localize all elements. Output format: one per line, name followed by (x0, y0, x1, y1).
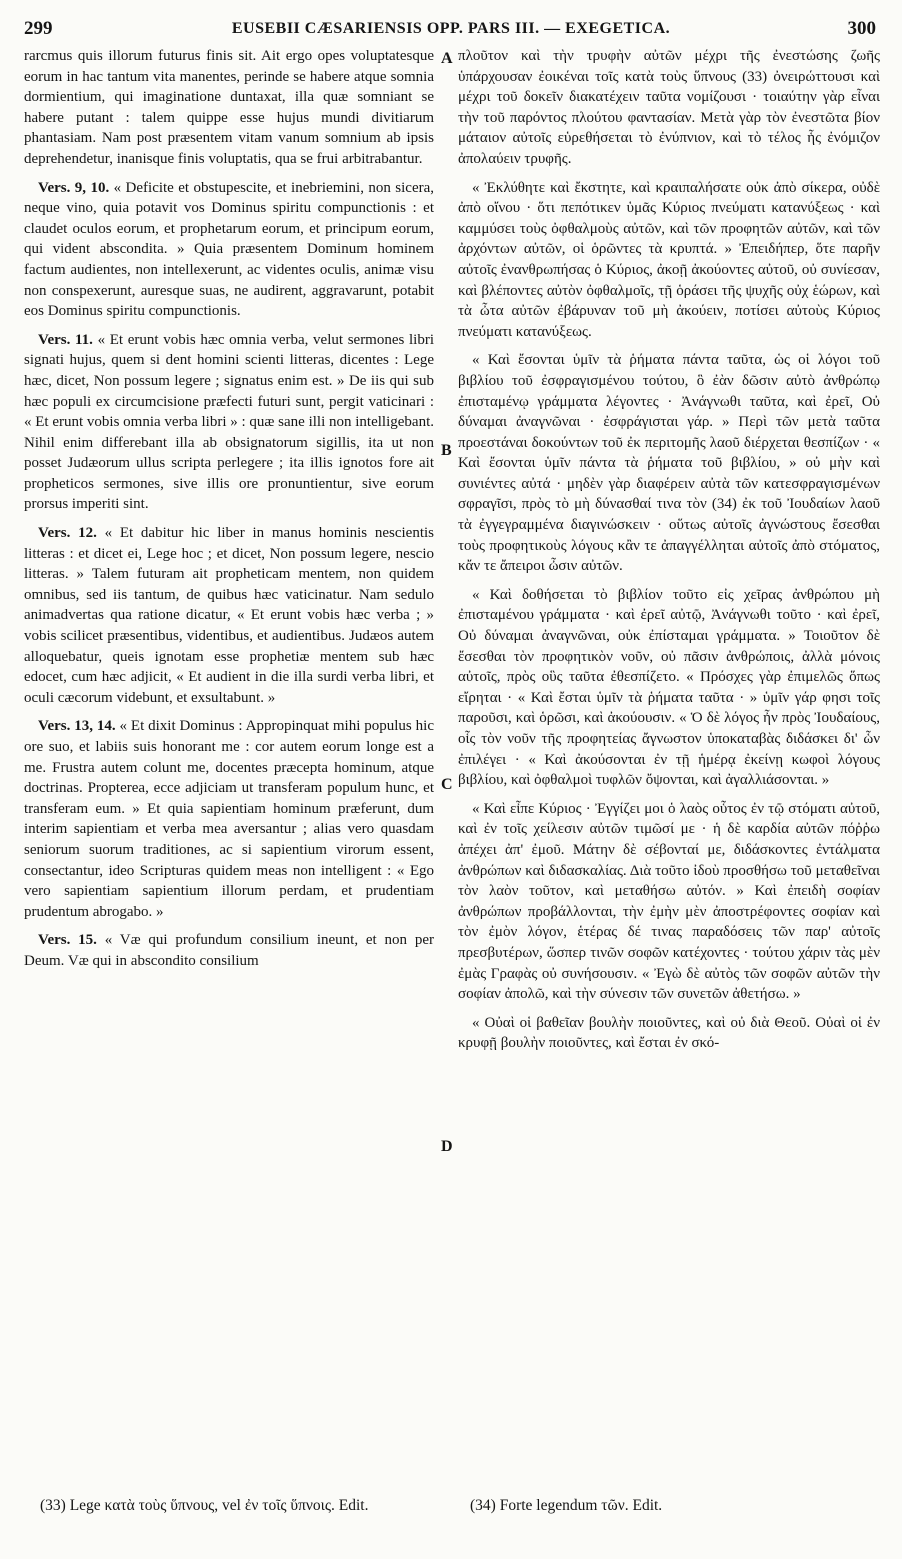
greek-paragraph: « Οὐαὶ οἱ βαθεῖαν βουλὴν ποιοῦντες, καὶ οὐ διὰ Θεοῦ. Οὐαὶ οἱ ἐν κρυφῇ βουλὴν ποιοῦντες, καὶ ἔσται ἐν σκό- (458, 1014, 880, 1052)
latin-paragraph (24, 523, 434, 708)
margin-letter-c: C (441, 776, 453, 793)
footnote-right: (34) Forte legendum τῶν. Edit. (470, 1497, 663, 1514)
latin-paragraph (24, 46, 434, 170)
latin-text: « Et dabitur hic liber in manus hominis nescientis litteras : et dicet ei, Lege hoc ; et dicet, Non possum legere, nescio litteras. » Talem futuram ait propheticam mentem, non quidem omnibus, sed iis tantum, de quibus hæc vaticinatur. Nam sedulo animadvertas qua ratione dicatur, « Et erunt vobis hæc verba ; » vobis scilicet præsentibus, videntibus, et audientibus. Judæos autem alloquebatur, queis ignotam esse prophetiæ mentem sub hæc edocet, cum hæc adjicit, « Et audient in die illa surdi verba libri, et oculi cæcorum videbunt, et exsultabunt. » (24, 525, 434, 706)
page-number-left: 299 (24, 18, 53, 39)
latin-text: « Et erunt vobis hæc omnia verba, velut sermones libri signati hujus, quem si dent homini scienti litteras, dicentes : Lege hæc, dicet, Non possum legere ; signatus enim est. » De iis qui sub hæc populi ex circumcisione præfecti futuri sunt, pergit vaticinari : « Et erunt vobis omnia verba libri » : quæ sane illi non intelligebant. Nihil enim differebant illa ab obsignatorum sigillis, ita ut non posset Judæorum ullus scripta perlegere ; ita illis ignotos fore ait propheticos sermones, sive illis ore pronuntientur, sive eorum prorsus imperiti sint. (24, 331, 434, 513)
latin-text: « Væ qui profundum consilium ineunt, et non per Deum. Væ qui in abscondito consilium (24, 932, 434, 969)
latin-text: « Et dixit Dominus : Appropinquat mihi populus hic ore suo, et labiis suis honorant me : cor autem eorum longe est a me. Frustra autem colunt me, docentes præcepta hominum, atque doctrinas. Propterea, ecce adjiciam ut transferam populum hunc, et transferam eum. » Et quia sapientiam hominum præferunt, dum interim sapientiam et verba mea aversantur ; alias vero quasdam seniorum suorum traditiones, ac si sapientium virorum essent, consectantur, ideo Scripturas quidem meas non intelligent : « Ego vero sapientiam sapientium illorum perdam, et prudentiam prudentum abrogabo. » (24, 718, 434, 920)
verse-label: Vers. 15. (38, 932, 97, 949)
verse-label: Vers. 9, 10. (38, 179, 110, 196)
latin-paragraph (24, 930, 434, 971)
running-title: EUSEBII CÆSARIENSIS OPP. PARS III. — EXEGETICA. (231, 20, 671, 37)
verse-label: Vers. 13, 14. (38, 718, 116, 735)
greek-paragraph: « Ἐκλύθητε καὶ ἔκστητε, καὶ κραιπαλήσατε οὐκ ἀπὸ σίκερα, οὐδὲ ἀπὸ οἴνου · ὅτι πεπότικεν ὑμᾶς Κύριος πνεύματι κατανύξεως · καὶ καμμύσει τοὺς ὀφθαλμοὺς αὐτῶν, καὶ τῶν προφητῶν αὐτῶν, καὶ τῶν ἀρχόντων αὐτῶν, οἱ ὁρῶντες τὰ κρυπτά. » Ἐπειδήπερ, ὅτε παρῆν αὐτοῖς ἐνανθρωπήσας ὁ Κύριος, ἀκοῇ ἀκούοντες αὐτοῦ, οὐ συνίεσαν, καὶ βλέποντες αὐτὸν ὀφθαλμοῖς, τῇ ὁράσει τῆς ψυχῆς οὐχ ἑώρων, καὶ τὰ ὦτα αὐτῶν ἐβάρυναν τοῦ μὴ ἀκούειν, ποτίσει αὐτοὺς Κύριος πνεύματι κατανύξεως. (458, 179, 880, 340)
greek-paragraph: « Καὶ ἔσονται ὑμῖν τὰ ῥήματα πάντα ταῦτα, ὡς οἱ λόγοι τοῦ βιβλίου τοῦ ἐσφραγισμένου τούτου, ὃ ἐὰν δῶσιν αὐτὸ ἀνθρώπῳ ἐπισταμένῳ γράμματα λέγοντες · Ἀνάγνωθι ταῦτα, καὶ ἐρεῖ, Οὐ δύναμαι ἀναγνῶναι · ἐσφράγισται γάρ. » Περὶ τῶν μετὰ ταῦτα προεστάναι δοκούντων τοῦ ἐκ περιτομῆς λαοῦ διέρχεται θεσπίζων · « Καὶ ἔσονται ὑμῖν πάντα τὰ ῥήματα τοῦ βιβλίου, » οὐ μὴν καὶ συνιέντες αὐτά · μηδὲν γὰρ διαφέρειν αὐτὰ τῶν κατεσφραγισμένων σφραγῖσι, πρὸς τὸ μὴ δύνασθαί τινα τὸν (34) ἐκ τοῦ Ἰουδαίων λαοῦ τὰ ἐγγεγραμμένα διαγινώσκειν · οὕτως αὐτοῖς ἀγνώστους ἔσεσθαι τοὺς προφητικοὺς λόγους κἂν τε ἀπαγγέλληται αὐτοῖς ἀπὸ στόματος, κἄν τε ἄπειροι ὦσιν αὐτῶν. (458, 352, 880, 575)
verse-label: Vers. 11. (38, 331, 93, 348)
greek-paragraph: πλοῦτον καὶ τὴν τρυφὴν αὐτῶν μέχρι τῆς ἐνεστώσης ζωῆς ὑπάρχουσαν ἐοικέναι τοῖς κατὰ τοὺς ὕπνους (33) ὀνειρώττουσι καὶ μέχρι τοῦ δοκεῖν διακατέχειν ταῦτα νομίζουσι · τοιαύτην γὰρ εἶναι τὴν τοῦ παρόντος πλούτου φαντασίαν. Μετὰ γὰρ τὸν ἐνεστῶτα βίον μάταιον αὐτοῖς εὑρεθήσεται τὸ ἐνύπνιον, καὶ τὸ τέλος ἧς ἐνόμιζον ἀπολαύειν τρυφῆς. (458, 48, 880, 167)
latin-column (24, 46, 434, 1485)
latin-paragraph (24, 716, 434, 922)
latin-paragraph (24, 330, 434, 515)
greek-column (458, 46, 880, 1485)
latin-text: « Deficite et obstupescite, et inebriemini, non sicera, neque vino, quia potavit vos Dominus spiritu compunctionis : et claudet oculos eorum, et prophetarum eorum, et principum eorum, qui vident abscondita. » Quia præsentem Dominum hominem factum audientes, non intellexerunt, ac videntes oculis, animæ visu non conspexerunt, auresque suas, ne audirent, aggravarunt, potabit eos Dominus spiritu compunctionis. (24, 179, 434, 320)
footnote-left: (33) Lege κατὰ τοὺς ὕπνους, vel ἐν τοῖς ὕπνοις. Edit. (40, 1497, 369, 1514)
page-number-right: 300 (847, 18, 876, 39)
verse-label: Vers. 12. (38, 525, 97, 542)
latin-text: rarcmus quis illorum futurus finis sit. Ait ergo opes voluptatesque eorum in hac tantum vita manentes, perinde se habere atque somnia dormientium, qui imaginatione duntaxat, illa quæ somniant se habere putant : talem quippe esse hujus mundi divitiarum phantasiam. Nam post præsentem vitam vanum somnium ab ipsis deprehendetur, inanisque finis voluptatis, qua se frui arbitrabantur. (24, 48, 434, 167)
margin-letter-a: A (441, 50, 453, 67)
latin-paragraph (24, 178, 434, 322)
greek-paragraph: « Καὶ δοθήσεται τὸ βιβλίον τοῦτο εἰς χεῖρας ἀνθρώπου μὴ ἐπισταμένου γράμματα · καὶ ἐρεῖ αὐτῷ, Ἀνάγνωθι τοῦτο · καὶ ἐρεῖ, Οὐ δύναμαι ἀναγνῶναι, οὐκ ἐπίσταμαι γράμματα. » Τοιοῦτον δὲ ἔσεσθαι τὸν προφητικὸν νοῦν, οὐ πᾶσιν ἀνθρώποις, ἀλλὰ μόνοις αὐτοῖς, πρὸς οὓς ταῦτα ἐθεσπίζετο. « Πρόσχες γὰρ ἐπιμελῶς ὅπως εἴρηται · « Καὶ ἔσται ὑμῖν τὰ ῥήματα ταῦτα · » ὑμῖν γάρ φησι τοῖς παροῦσι, καὶ ὁρῶσι, καὶ ἀκούουσιν. « Ὁ δὲ λόγος ἦν πρὸς Ἰουδαίους, οἷς τὸν νοῦν τῆς προφητείας ἄγνωστον ὑποκαταβὰς διδάσκει δι' ὧν ἐπιλέγει · « Καὶ ἀκούσονται ἐν τῇ ἡμέρᾳ ἐκείνῃ κωφοὶ λόγους βιβλίου, καὶ ὀφθαλμοὶ τυφλῶν ὄψονται, καὶ ἀγαλλιάσονται. » (458, 586, 880, 789)
margin-letter-b: B (441, 442, 452, 459)
greek-paragraph: « Καὶ εἶπε Κύριος · Ἐγγίζει μοι ὁ λαὸς οὗτος ἐν τῷ στόματι αὐτοῦ, καὶ ἐν τοῖς χείλεσιν αὐτῶν τιμῶσί με · ἡ δὲ καρδία αὐτῶν πόῤῥω ἀπέχει ἀπ' ἐμοῦ. Μάτην δὲ σέβονταί με, διδάσκοντες ἐντάλματα ἀνθρώπων καὶ διδασκαλίας. Διὰ τοῦτο ἰδοὺ προσθήσω τοῦ μεταθεῖναι τὸν λαὸν τοῦτον, καὶ μεταθήσω αὐτόν. » Καὶ ἐπειδὴ σοφίαν ἀνθρώπων προβάλλονται, τὴν ἐμὴν μὲν ἀποστρέφοντες σοφίαν καὶ τὸν ἐμὸν λόγον, ἑτέρας δέ τινας παραδόσεις τῶν παρ' αὐτοῖς πρεσβυτέρων, ὥσπερ τινῶν σοφῶν κατέχοντες · τούτου χάριν τὰς μὲν ἐμὰς Γραφὰς οὐ συνήσουσιν. « Ἐγὼ δὲ αὐτὸς τῶν σοφῶν αὐτῶν τὴν σοφίαν ἀπολῶ, καὶ τὴν σύνεσιν τῶν συνετῶν ἀθετήσω. » (458, 800, 880, 1003)
margin-letter-d: D (441, 1138, 453, 1155)
